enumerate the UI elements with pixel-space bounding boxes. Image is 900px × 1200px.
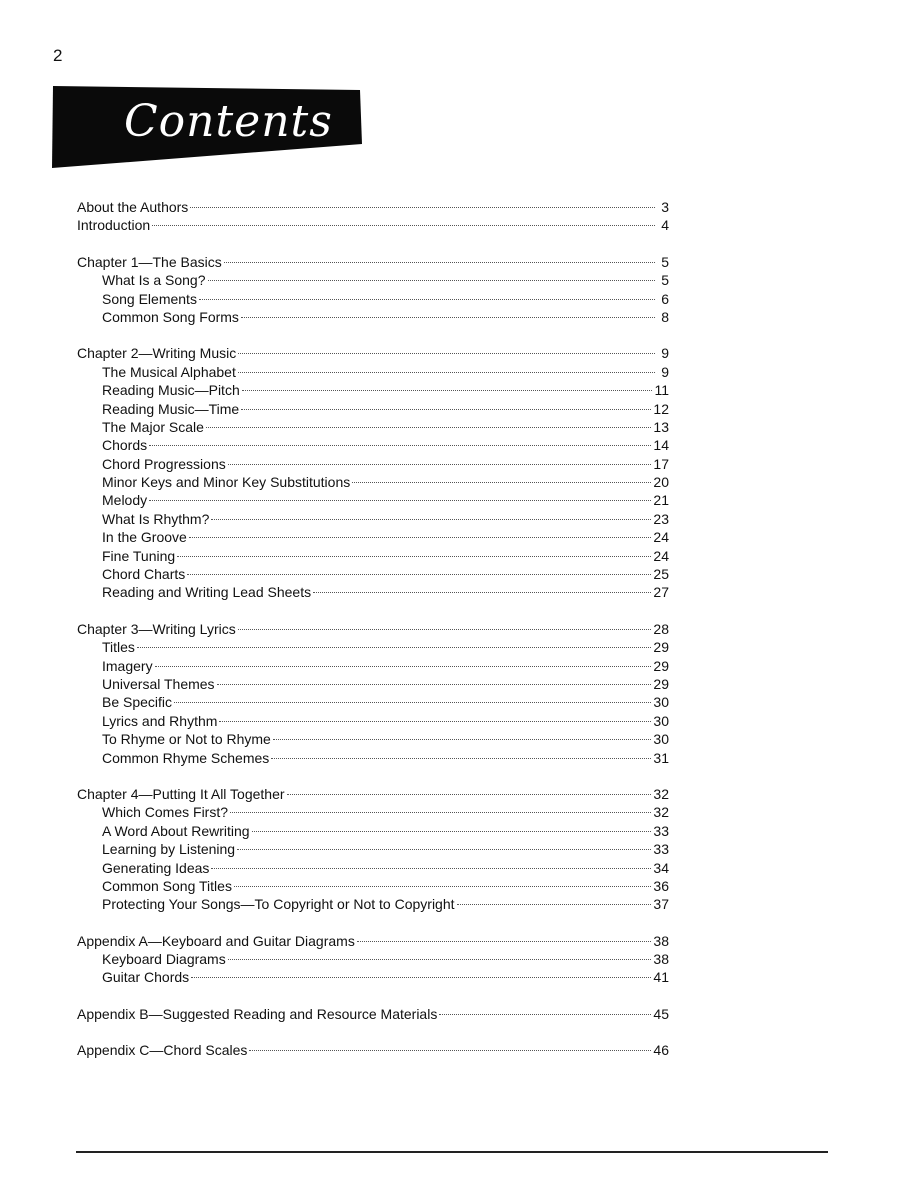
dot-leader — [439, 1014, 651, 1015]
dot-leader — [208, 280, 655, 281]
toc-entry-title: Chord Charts — [102, 566, 186, 583]
toc-entry-title: Common Song Titles — [102, 877, 232, 894]
toc-entry — [77, 344, 669, 362]
toc-subentry — [77, 455, 669, 473]
toc-entry-title: Lyrics and Rhythm — [102, 712, 218, 729]
toc-entry-page: 41 — [653, 969, 669, 986]
toc-entry-title: Chapter 1—The Basics — [77, 253, 222, 270]
toc-entry-title: What Is a Song? — [102, 272, 206, 289]
toc-entry — [77, 253, 669, 271]
toc-entry-page: 32 — [653, 804, 669, 821]
toc-entry-title: The Musical Alphabet — [102, 363, 236, 380]
toc-entry-page: 20 — [653, 474, 669, 491]
toc-entry-title: The Major Scale — [102, 418, 204, 435]
toc-entry-page: 32 — [653, 785, 669, 802]
toc-entry-title: Introduction — [77, 217, 151, 234]
contents-heading: Contents — [124, 96, 333, 147]
dot-leader — [211, 868, 651, 869]
dot-leader — [217, 684, 652, 685]
toc-entry-page: 37 — [653, 896, 669, 913]
dot-leader — [206, 427, 651, 428]
toc-entry — [77, 1041, 669, 1059]
toc-subentry — [77, 712, 669, 730]
toc-subentry — [77, 675, 669, 693]
toc-entry-page: 30 — [653, 694, 669, 711]
toc-subentry — [77, 877, 669, 895]
toc-entry-title: Titles — [102, 639, 135, 656]
toc-subentry — [77, 840, 669, 858]
toc-group — [77, 932, 669, 987]
toc-group — [77, 1041, 669, 1059]
dot-leader — [228, 464, 652, 465]
toc-entry-title: Song Elements — [102, 290, 197, 307]
toc-entry — [77, 1005, 669, 1023]
dot-leader — [219, 721, 651, 722]
dot-leader — [238, 353, 655, 354]
toc-group — [77, 785, 669, 914]
toc-entry-title: To Rhyme or Not to Rhyme — [102, 731, 271, 748]
toc-entry-page: 30 — [653, 712, 669, 729]
toc-entry — [77, 785, 669, 803]
toc-entry-title: Reading Music—Pitch — [102, 382, 240, 399]
dot-leader — [177, 556, 651, 557]
toc-subentry — [77, 730, 669, 748]
toc-entry-page: 33 — [653, 841, 669, 858]
toc-entry-page: 46 — [653, 1042, 669, 1059]
toc-entry-title: Chapter 4—Putting It All Together — [77, 785, 285, 802]
toc-entry — [77, 198, 669, 216]
toc-entry-title: Learning by Listening — [102, 841, 236, 858]
toc-subentry — [77, 418, 669, 436]
dot-leader — [238, 629, 652, 630]
toc-entry-title: Chapter 2—Writing Music — [77, 345, 237, 362]
toc-subentry — [77, 473, 669, 491]
toc-subentry — [77, 749, 669, 767]
dot-leader — [238, 372, 655, 373]
toc-entry-title: In the Groove — [102, 529, 187, 546]
toc-entry-title: Common Song Forms — [102, 308, 239, 325]
toc-subentry — [77, 638, 669, 656]
toc-entry-page: 27 — [653, 584, 669, 601]
toc-entry-page: 12 — [653, 400, 669, 417]
toc-entry-page: 29 — [653, 675, 669, 692]
toc-subentry — [77, 363, 669, 381]
dot-leader — [211, 519, 651, 520]
toc-entry-page: 29 — [653, 639, 669, 656]
toc-entry-title: Guitar Chords — [102, 969, 190, 986]
toc-entry-page: 33 — [653, 822, 669, 839]
table-of-contents — [77, 198, 669, 1078]
toc-subentry — [77, 436, 669, 454]
toc-entry-title: Chords — [102, 437, 148, 454]
dot-leader — [352, 482, 651, 483]
toc-entry-page: 14 — [653, 437, 669, 454]
toc-entry-title: What Is Rhythm? — [102, 510, 210, 527]
toc-entry-page: 45 — [653, 1005, 669, 1022]
toc-entry-title: Universal Themes — [102, 675, 215, 692]
toc-group — [77, 198, 669, 235]
dot-leader — [189, 537, 652, 538]
toc-entry-page: 28 — [653, 620, 669, 637]
dot-leader — [234, 886, 651, 887]
dot-leader — [149, 445, 651, 446]
toc-entry-page: 4 — [661, 217, 669, 234]
toc-subentry — [77, 271, 669, 289]
toc-entry-page: 30 — [653, 731, 669, 748]
toc-entry-title: Which Comes First? — [102, 804, 229, 821]
toc-subentry — [77, 950, 669, 968]
toc-entry-title: Generating Ideas — [102, 859, 210, 876]
dot-leader — [252, 831, 652, 832]
toc-entry-title: Reading and Writing Lead Sheets — [102, 584, 312, 601]
toc-entry-page: 29 — [653, 657, 669, 674]
toc-subentry — [77, 968, 669, 986]
toc-subentry — [77, 565, 669, 583]
dot-leader — [242, 390, 653, 391]
toc-entry-title: Appendix B—Suggested Reading and Resource Materials — [77, 1005, 438, 1022]
toc-entry-page: 24 — [653, 529, 669, 546]
dot-leader — [155, 666, 652, 667]
toc-subentry — [77, 308, 669, 326]
dot-leader — [287, 794, 652, 795]
toc-subentry — [77, 803, 669, 821]
toc-entry-page: 23 — [653, 510, 669, 527]
toc-entry-page: 9 — [661, 345, 669, 362]
toc-subentry — [77, 547, 669, 565]
dot-leader — [357, 941, 652, 942]
toc-group — [77, 620, 669, 767]
toc-entry-title: Protecting Your Songs—To Copyright or Not to Copyright — [102, 896, 455, 913]
dot-leader — [191, 977, 651, 978]
toc-entry-page: 38 — [653, 951, 669, 968]
toc-entry-page: 5 — [661, 272, 669, 289]
toc-entry-title: Chord Progressions — [102, 455, 226, 472]
toc-subentry — [77, 895, 669, 913]
toc-entry-title: A Word About Rewriting — [102, 822, 250, 839]
dot-leader — [224, 262, 655, 263]
dot-leader — [273, 739, 652, 740]
toc-subentry — [77, 400, 669, 418]
toc-group — [77, 253, 669, 327]
toc-entry-page: 17 — [653, 455, 669, 472]
toc-entry-page: 11 — [654, 382, 669, 399]
toc-entry-title: Appendix A—Keyboard and Guitar Diagrams — [77, 932, 355, 949]
dot-leader — [241, 317, 655, 318]
toc-entry-title: Be Specific — [102, 694, 173, 711]
toc-entry-title: Common Rhyme Schemes — [102, 749, 270, 766]
footer-rule — [76, 1151, 828, 1153]
toc-entry — [77, 216, 669, 234]
toc-entry-page: 5 — [661, 253, 669, 270]
dot-leader — [271, 758, 651, 759]
toc-entry-title: About the Authors — [77, 199, 189, 215]
dot-leader — [241, 409, 651, 410]
toc-entry-page: 9 — [661, 363, 669, 380]
dot-leader — [228, 959, 652, 960]
toc-entry-page: 6 — [661, 290, 669, 307]
toc-entry-page: 25 — [653, 566, 669, 583]
dot-leader — [190, 207, 655, 208]
toc-entry — [77, 932, 669, 950]
toc-entry-title: Imagery — [102, 657, 153, 674]
dot-leader — [137, 647, 651, 648]
dot-leader — [187, 574, 651, 575]
toc-entry-page: 36 — [653, 877, 669, 894]
toc-entry-page: 24 — [653, 547, 669, 564]
dot-leader — [230, 812, 651, 813]
toc-subentry — [77, 657, 669, 675]
toc-entry-title: Minor Keys and Minor Key Substitutions — [102, 474, 351, 491]
toc-entry-page: 38 — [653, 932, 669, 949]
toc-entry-title: Reading Music—Time — [102, 400, 240, 417]
dot-leader — [457, 904, 652, 905]
toc-group — [77, 1005, 669, 1023]
toc-entry — [77, 620, 669, 638]
dot-leader — [174, 702, 651, 703]
toc-entry-page: 3 — [661, 199, 669, 215]
toc-subentry — [77, 491, 669, 509]
toc-entry-title: Chapter 3—Writing Lyrics — [77, 620, 236, 637]
dot-leader — [152, 225, 655, 226]
page-number: 2 — [53, 46, 63, 65]
toc-subentry — [77, 859, 669, 877]
dot-leader — [313, 592, 651, 593]
toc-entry-page: 34 — [653, 859, 669, 876]
toc-entry-title: Melody — [102, 492, 148, 509]
toc-entry-page: 13 — [653, 418, 669, 435]
toc-group — [77, 344, 669, 601]
dot-leader — [149, 500, 651, 501]
toc-subentry — [77, 528, 669, 546]
toc-subentry — [77, 510, 669, 528]
dot-leader — [199, 299, 655, 300]
dot-leader — [249, 1050, 651, 1051]
toc-subentry — [77, 583, 669, 601]
toc-subentry — [77, 822, 669, 840]
toc-entry-page: 8 — [661, 308, 669, 325]
toc-subentry — [77, 290, 669, 308]
toc-subentry — [77, 381, 669, 399]
toc-entry-title: Fine Tuning — [102, 547, 176, 564]
dot-leader — [237, 849, 651, 850]
toc-entry-title: Appendix C—Chord Scales — [77, 1042, 248, 1059]
toc-entry-page: 31 — [653, 749, 669, 766]
toc-entry-page: 21 — [653, 492, 669, 509]
toc-subentry — [77, 693, 669, 711]
toc-entry-title: Keyboard Diagrams — [102, 951, 226, 968]
